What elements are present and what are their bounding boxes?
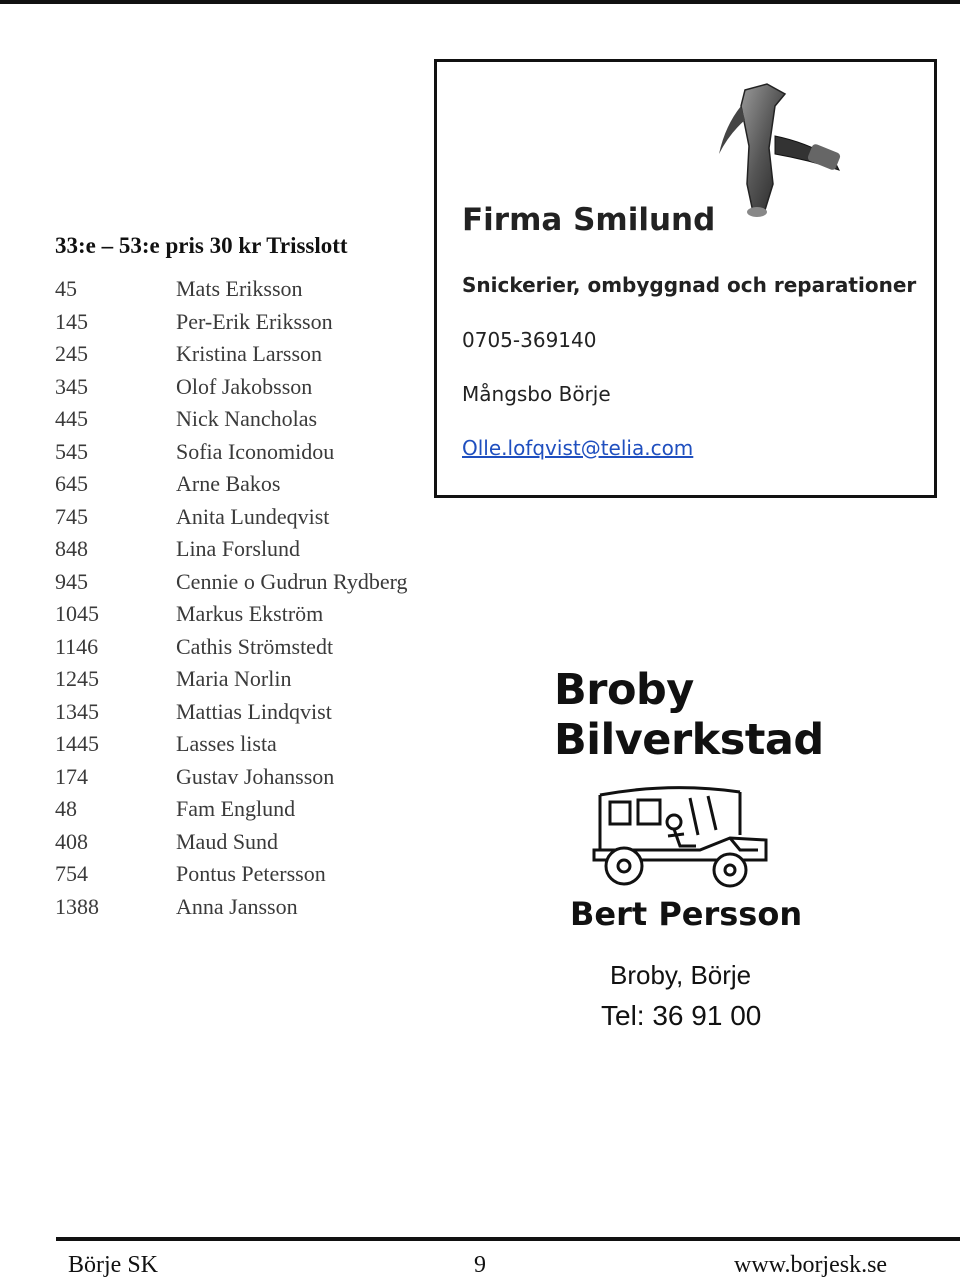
- prize-winner-name: Nick Nancholas: [176, 406, 318, 431]
- prize-winner-name: Mats Eriksson: [176, 276, 303, 301]
- prize-number: 1388: [55, 893, 99, 919]
- prize-row: [55, 826, 475, 859]
- prize-row: [55, 696, 475, 729]
- prize-row: [55, 403, 475, 436]
- prize-winner-name: Sofia Iconomidou: [176, 438, 335, 464]
- prize-winner-name: Kristina Larsson: [176, 341, 323, 366]
- prize-row: [55, 338, 475, 371]
- smilund-phone: 0705-369140: [462, 328, 597, 352]
- prize-number: 848: [55, 536, 88, 561]
- ad-broby-bilverkstad: [550, 665, 850, 1045]
- prize-winner-name: Olof Jakobsson: [176, 373, 313, 399]
- prize-row: [55, 761, 475, 794]
- broby-title-line2: Bilverkstad: [554, 715, 824, 765]
- broby-tel: Tel: 36 91 00: [601, 1000, 762, 1031]
- prize-winner-name: Per-Erik Eriksson: [176, 308, 333, 334]
- prize-row: [55, 533, 475, 566]
- prize-row: [55, 891, 475, 924]
- prize-winner-name: Lina Forslund: [176, 536, 301, 561]
- prize-number: 45: [55, 276, 77, 301]
- smilund-place: Mångsbo Börje: [462, 382, 611, 406]
- prize-row: [55, 728, 475, 761]
- broby-title-line1: Broby: [554, 665, 694, 715]
- prize-row: [55, 371, 475, 404]
- prize-number: 345: [55, 373, 88, 399]
- prize-row: [55, 598, 475, 631]
- prize-winner-name: Maud Sund: [176, 828, 279, 854]
- prize-number: 1045: [55, 601, 99, 626]
- prize-row: [55, 501, 475, 534]
- prize-number: 745: [55, 503, 88, 529]
- prize-number: 445: [55, 406, 88, 431]
- prize-winner-name: Cathis Strömstedt: [176, 633, 334, 659]
- prize-winner-name: Fam Englund: [176, 796, 296, 821]
- smilund-tagline: Snickerier, ombyggnad och reparationer: [462, 273, 917, 297]
- broby-owner: Bert Persson: [570, 895, 803, 933]
- ad-firma-smilund: [434, 59, 937, 498]
- prize-winner-name: Lasses lista: [176, 731, 277, 756]
- vintage-car-icon: [580, 780, 770, 890]
- prize-winner-name: Anna Jansson: [176, 893, 298, 919]
- prize-number: 1345: [55, 698, 99, 724]
- prize-number: 945: [55, 568, 88, 594]
- prize-number: 245: [55, 341, 88, 366]
- prize-row: [55, 631, 475, 664]
- prize-number: 408: [55, 828, 88, 854]
- prize-number: 48: [55, 796, 77, 821]
- prize-row: [55, 858, 475, 891]
- prize-winner-name: Gustav Johansson: [176, 763, 335, 789]
- prize-winner-name: Arne Bakos: [176, 471, 281, 496]
- prize-list-title: 33:e – 53:e pris 30 kr Trisslott: [55, 233, 348, 258]
- footer-page-number: 9: [474, 1252, 486, 1278]
- prize-row: [55, 663, 475, 696]
- prize-number: 645: [55, 471, 88, 496]
- top-rule: [0, 0, 960, 4]
- footer-club-name: Börje SK: [68, 1252, 158, 1278]
- prize-winner-name: Pontus Petersson: [176, 861, 326, 886]
- prize-row: [55, 468, 475, 501]
- prize-row: [55, 566, 475, 599]
- prize-number: 1146: [55, 633, 99, 659]
- prize-number: 754: [55, 861, 88, 886]
- prize-row: [55, 436, 475, 469]
- prize-row: [55, 306, 475, 339]
- prize-row: [55, 793, 475, 826]
- prize-winner-name: Cennie o Gudrun Rydberg: [176, 568, 408, 594]
- broby-place: Broby, Börje: [610, 960, 752, 990]
- prize-list: [55, 273, 475, 923]
- smilund-email-link[interactable]: Olle.lofqvist@telia.com: [462, 436, 694, 460]
- prize-winner-name: Mattias Lindqvist: [176, 698, 332, 724]
- smilund-title: Firma Smilund: [462, 202, 716, 238]
- prize-row: [55, 273, 475, 306]
- prize-winner-name: Anita Lundeqvist: [176, 503, 330, 529]
- hammer-icon: [705, 76, 865, 226]
- footer-website[interactable]: www.borjesk.se: [734, 1252, 888, 1278]
- prize-number: 1445: [55, 731, 99, 756]
- prize-winner-name: Maria Norlin: [176, 666, 292, 691]
- bottom-rule: [56, 1237, 960, 1241]
- prize-number: 1245: [55, 666, 99, 691]
- prize-number: 545: [55, 438, 88, 464]
- prize-winner-name: Markus Ekström: [176, 601, 324, 626]
- prize-number: 174: [55, 763, 88, 789]
- prize-number: 145: [55, 308, 88, 334]
